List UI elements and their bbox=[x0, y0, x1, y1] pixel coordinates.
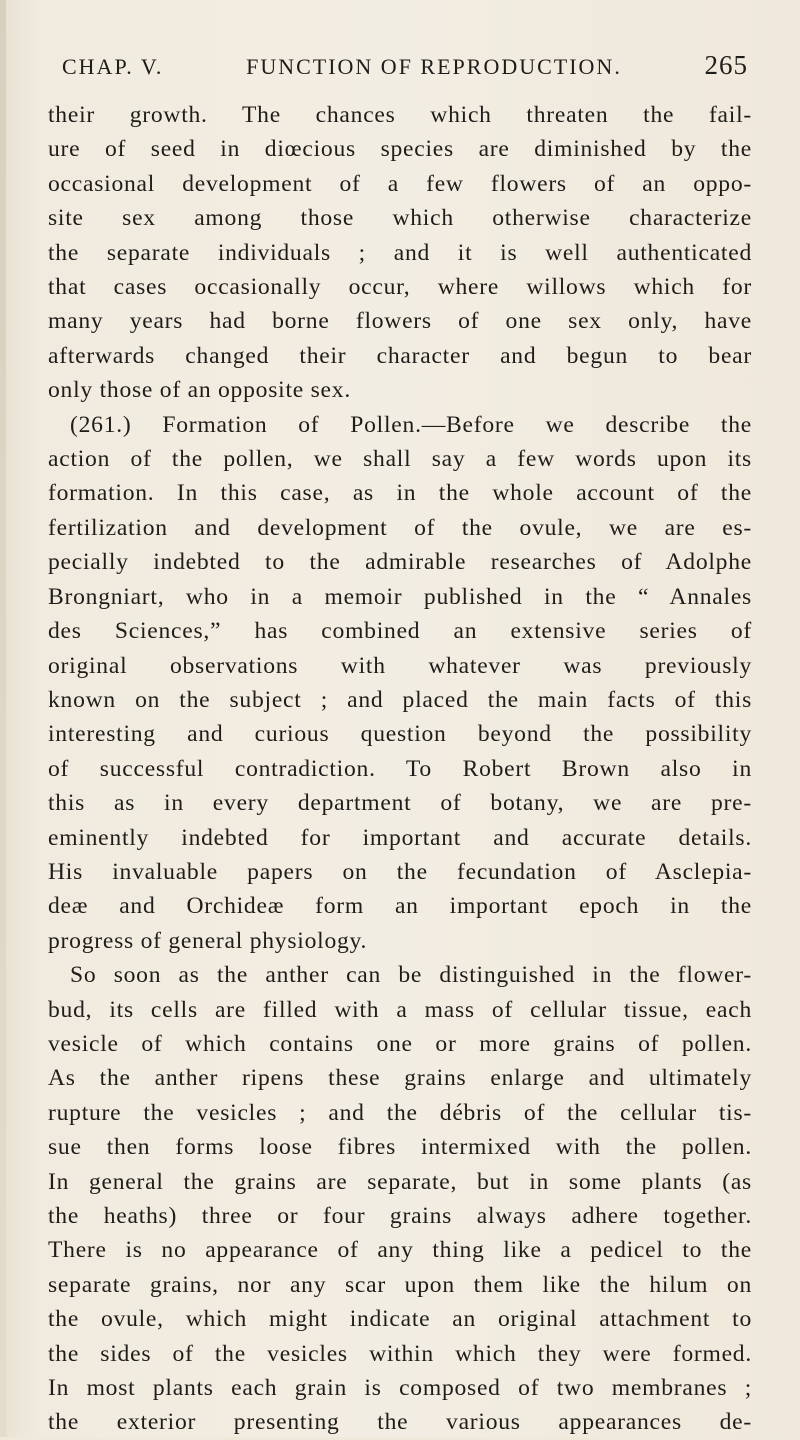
text-line: As the anther ripens these grains enlarge and ultimately bbox=[48, 1065, 752, 1092]
text-line: the ovule, which might indicate an original attachment to bbox=[48, 1306, 752, 1333]
text-line: formation. In this case, as in the whole account of the bbox=[48, 480, 752, 507]
text-line: many years had borne flowers of one sex only, have bbox=[48, 308, 752, 335]
text-line: bud, its cells are filled with a mass of cellular tissue, each bbox=[48, 996, 752, 1023]
text-line: fertilization and development of the ovule, we are es- bbox=[48, 514, 752, 541]
text-line: eminently indebted for important and accurate details. bbox=[48, 824, 752, 851]
text-line: ure of seed in diœcious species are diminished by the bbox=[48, 136, 752, 163]
text-line: site sex among those which otherwise characterize bbox=[48, 205, 752, 232]
text-line: des Sciences,” has combined an extensive series of bbox=[48, 618, 752, 645]
text-line: afterwards changed their character and begun to bear bbox=[48, 342, 752, 369]
text-line: this as in every department of botany, we are pre- bbox=[48, 790, 752, 817]
text-line: deæ and Orchideæ form an important epoch in the bbox=[48, 893, 752, 920]
text-line: interesting and curious question beyond the possibility bbox=[48, 721, 752, 748]
text-line: the separate individuals ; and it is well authenticated bbox=[48, 239, 752, 266]
text-line: action of the pollen, we shall say a few words upon its bbox=[48, 446, 752, 473]
text-line: that cases occasionally occur, where willows which for bbox=[48, 274, 752, 301]
text-line: progress of general physiology. bbox=[48, 927, 368, 954]
text-line: There is no appearance of any thing like a pedicel to the bbox=[48, 1237, 752, 1264]
text-line: the sides of the vesicles within which they were formed. bbox=[48, 1340, 752, 1367]
text-line: occasional development of a few flowers of an oppo- bbox=[48, 170, 752, 197]
text-line: the exterior presenting the various appearances de- bbox=[48, 1409, 752, 1436]
text-line: their growth. The chances which threaten the fail- bbox=[48, 102, 752, 128]
text-line: original observations with whatever was previously bbox=[48, 652, 752, 679]
body-text bbox=[48, 98, 752, 1440]
page-number: 265 bbox=[704, 50, 748, 80]
text-line: of successful contradiction. To Robert Brown also in bbox=[48, 755, 752, 782]
chapter-title: FUNCTION OF REPRODUCTION. bbox=[246, 54, 622, 79]
text-line: vesicle of which contains one or more grains of pollen. bbox=[48, 1030, 752, 1057]
text-line: sue then forms loose fibres intermixed with the pollen. bbox=[48, 1134, 752, 1161]
text-line: known on the subject ; and placed the main facts of this bbox=[48, 686, 752, 713]
text-line: Brongniart, who in a memoir published in the “ Annales bbox=[48, 583, 752, 610]
text-line: pecially indebted to the admirable researches of Adolphe bbox=[48, 549, 752, 576]
text-line: In most plants each grain is composed of two membranes ; bbox=[48, 1375, 752, 1402]
text-line: separate grains, nor any scar upon them like the hilum on bbox=[48, 1271, 752, 1298]
text-line: In general the grains are separate, but in some plants (as bbox=[48, 1168, 752, 1195]
text-line: only those of an opposite sex. bbox=[48, 377, 351, 404]
text-line: rupture the vesicles ; and the débris of the cellular tis- bbox=[48, 1099, 752, 1126]
text-line: His invaluable papers on the fecundation of Asclepia- bbox=[48, 858, 752, 885]
page-gutter-shadow bbox=[0, 0, 6, 1437]
chapter-label: CHAP. V. bbox=[62, 54, 164, 79]
paragraph-start-line: So soon as the anther can be distinguished in the flower- bbox=[70, 962, 752, 989]
section-heading-line: (261.) Formation of Pollen.—Before we describe the bbox=[70, 411, 752, 438]
text-line: the heaths) three or four grains always adhere together. bbox=[48, 1203, 752, 1229]
running-head bbox=[62, 50, 748, 86]
